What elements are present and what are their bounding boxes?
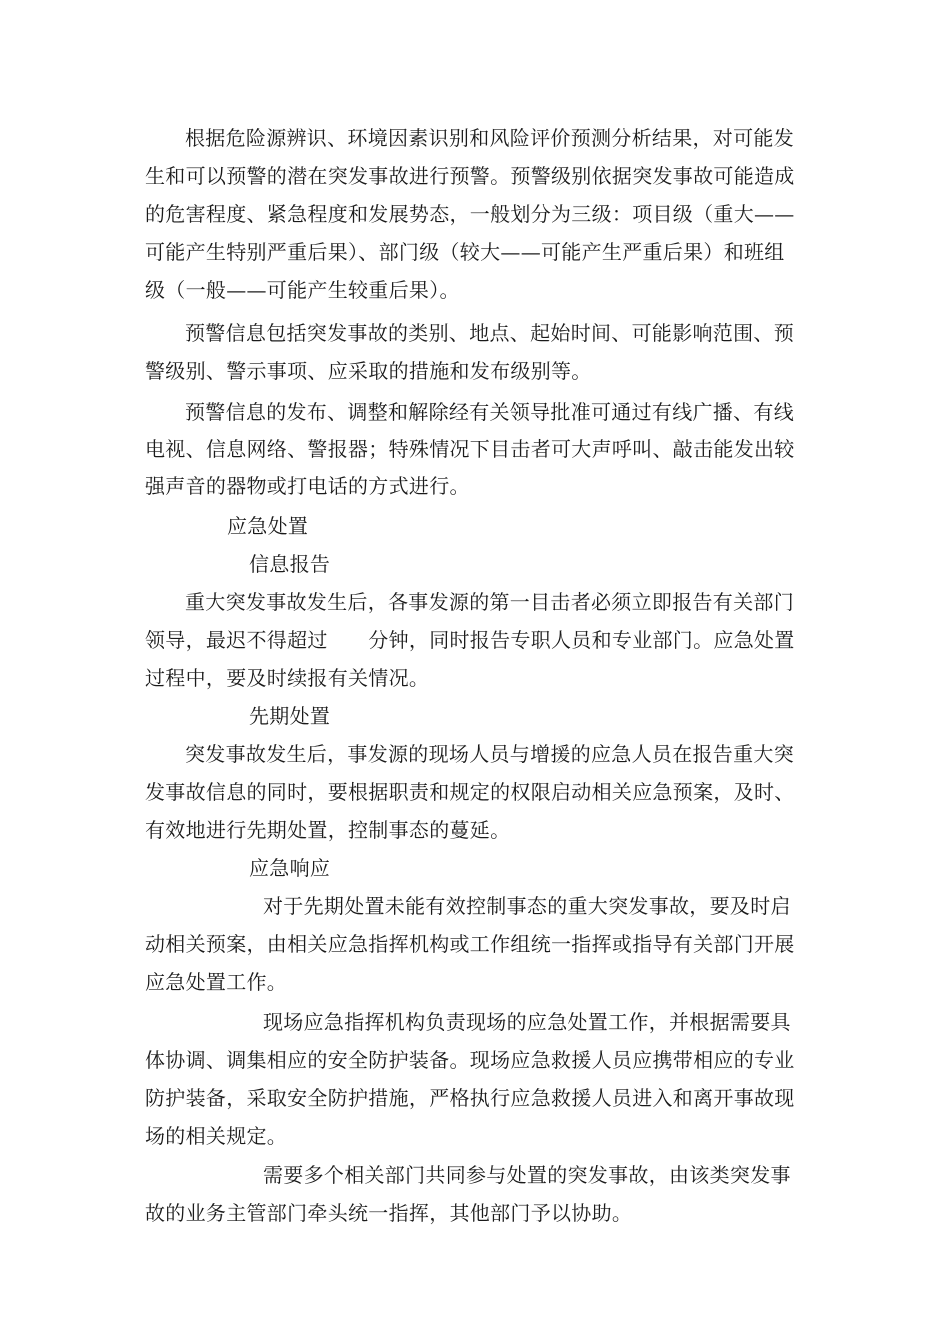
text-line: 重大突发事故发生后，各事发源的第一目击者必须立即报告有关部门: [185, 590, 794, 614]
subsection-heading: 先期处置: [249, 704, 331, 728]
text-line: 场的相关规定。: [145, 1124, 288, 1148]
text-line: 强声音的器物或打电话的方式进行。: [145, 474, 470, 498]
text-line: 的危害程度、紧急程度和发展势态，一般划分为三级：项目级（重大——: [145, 202, 795, 226]
text-line: 根据危险源辨识、环境因素识别和风险评价预测分析结果，对可能发: [185, 126, 794, 150]
text-line: 领导，最迟不得超过 分钟，同时报告专职人员和专业部门。应急处置: [145, 628, 795, 652]
text-line: 预警信息包括突发事故的类别、地点、起始时间、可能影响范围、预: [185, 321, 794, 345]
text-line: 可能产生特别严重后果）、部门级（较大——可能产生严重后果）和班组: [145, 240, 785, 264]
text-line: 生和可以预警的潜在突发事故进行预警。预警级别依据突发事故可能造成: [145, 164, 795, 188]
text-line: 动相关预案，由相关应急指挥机构或工作组统一指挥或指导有关部门开展: [145, 932, 795, 956]
text-line: 应急处置工作。: [145, 970, 288, 994]
subsection-heading: 应急响应: [249, 856, 331, 880]
text-line: 有效地进行先期处置，控制事态的蔓延。: [145, 818, 511, 842]
text-line: 需要多个相关部门共同参与处置的突发事故，由该类突发事: [263, 1163, 791, 1187]
text-line: 过程中，要及时续报有关情况。: [145, 666, 430, 690]
subsection-heading: 信息报告: [249, 552, 331, 576]
text-line: 预警信息的发布、调整和解除经有关领导批准可通过有线广播、有线: [185, 400, 794, 424]
text-line: 电视、信息网络、警报器；特殊情况下目击者可大声呼叫、敲击能发出较: [145, 437, 795, 461]
text-line: 现场应急指挥机构负责现场的应急处置工作，并根据需要具: [263, 1010, 791, 1034]
text-line: 级（一般——可能产生较重后果）。: [145, 278, 460, 302]
text-line: 体协调、调集相应的安全防护装备。现场应急救援人员应携带相应的专业: [145, 1048, 795, 1072]
text-line: 对于先期处置未能有效控制事态的重大突发事故，要及时启: [263, 894, 791, 918]
text-line: 警级别、警示事项、应采取的措施和发布级别等。: [145, 359, 592, 383]
section-heading: 应急处置: [227, 514, 309, 538]
text-line: 防护装备，采取安全防护措施，严格执行应急救援人员进入和离开事故现: [145, 1086, 795, 1110]
text-line: 故的业务主管部门牵头统一指挥，其他部门予以协助。: [145, 1201, 633, 1225]
text-line: 发事故信息的同时，要根据职责和规定的权限启动相关应急预案，及时、: [145, 780, 795, 804]
text-line: 突发事故发生后，事发源的现场人员与增援的应急人员在报告重大突: [185, 742, 794, 766]
